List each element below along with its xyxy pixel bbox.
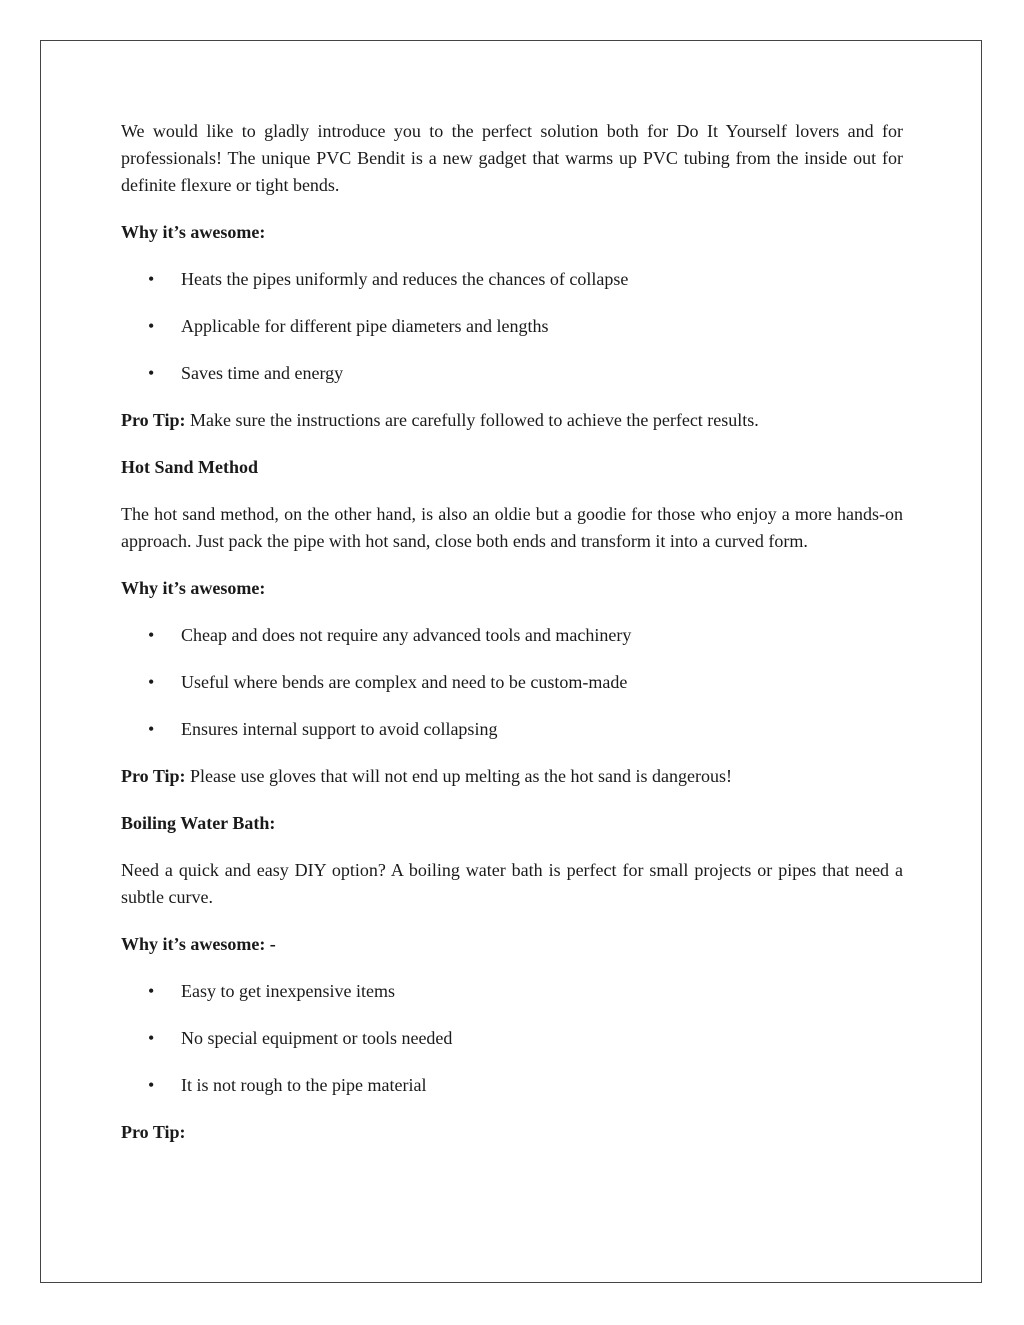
bullet-icon: • xyxy=(148,672,155,692)
why-awesome-heading-1: Why it’s awesome: xyxy=(121,222,266,242)
pro-tip-label: Pro Tip: xyxy=(121,766,186,786)
list-item: • Useful where bends are complex and need to be custom-made xyxy=(121,669,903,696)
pro-tip-1 xyxy=(121,407,903,434)
bullet-icon: • xyxy=(148,719,155,739)
benefits-list-2 xyxy=(121,622,903,743)
why-awesome-heading-3: Why it’s awesome: - xyxy=(121,934,276,954)
intro-paragraph: We would like to gladly introduce you to the perfect solution both for Do It Yourself lovers and for professionals! The unique PVC Bendit is a new gadget that warms up PVC tubing from the inside out for definite flexure or tight bends. xyxy=(121,121,903,195)
bullet-icon: • xyxy=(148,1075,155,1095)
benefits-list-1 xyxy=(121,266,903,387)
list-item: • Cheap and does not require any advanced tools and machinery xyxy=(121,622,903,649)
pro-tip-label: Pro Tip: xyxy=(121,1122,186,1142)
pro-tip-3 xyxy=(121,1119,903,1146)
list-item: • No special equipment or tools needed xyxy=(121,1025,903,1052)
bullet-icon: • xyxy=(148,1028,155,1048)
bullet-icon: • xyxy=(148,363,155,383)
list-item: • Heats the pipes uniformly and reduces the chances of collapse xyxy=(121,266,903,293)
pro-tip-text: Make sure the instructions are carefully followed to achieve the perfect results. xyxy=(185,410,759,430)
list-item: • Applicable for different pipe diameters and lengths xyxy=(121,313,903,340)
section-title-boiling-water: Boiling Water Bath: xyxy=(121,813,276,833)
benefits-list-3 xyxy=(121,978,903,1099)
why-awesome-heading-2: Why it’s awesome: xyxy=(121,578,266,598)
bullet-icon: • xyxy=(148,269,155,289)
bullet-icon: • xyxy=(148,625,155,645)
list-item: • Saves time and energy xyxy=(121,360,903,387)
boiling-water-paragraph: Need a quick and easy DIY option? A boiling water bath is perfect for small projects or pipes that need a subtle curve. xyxy=(121,860,903,907)
hot-sand-paragraph: The hot sand method, on the other hand, is also an oldie but a goodie for those who enjoy a more hands-on approach. Just pack the pipe with hot sand, close both ends and transform it into a curved form. xyxy=(121,504,903,551)
bullet-icon: • xyxy=(148,981,155,1001)
section-title-hot-sand: Hot Sand Method xyxy=(121,457,259,477)
list-item: • Ensures internal support to avoid collapsing xyxy=(121,716,903,743)
pro-tip-label: Pro Tip: xyxy=(121,410,186,430)
list-item: • Easy to get inexpensive items xyxy=(121,978,903,1005)
list-item: • It is not rough to the pipe material xyxy=(121,1072,903,1099)
pro-tip-text: Please use gloves that will not end up melting as the hot sand is dangerous! xyxy=(185,766,732,786)
bullet-icon: • xyxy=(148,316,155,336)
pro-tip-2 xyxy=(121,763,903,790)
document-body xyxy=(121,118,903,1146)
